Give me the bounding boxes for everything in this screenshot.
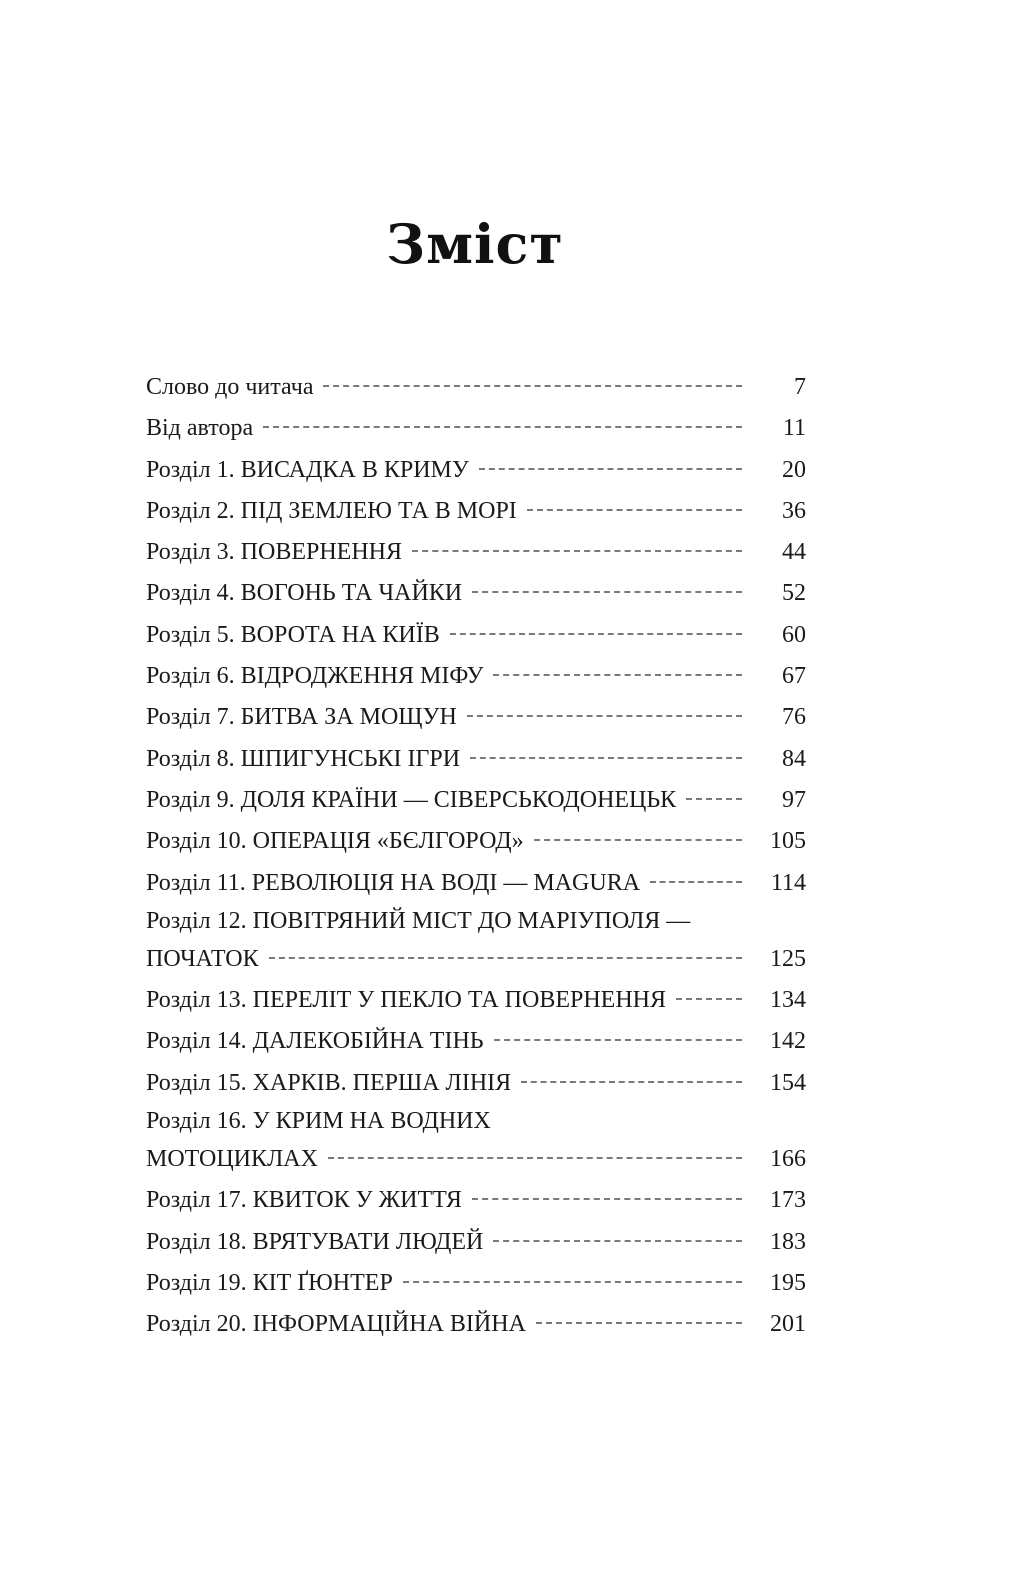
toc-entry (146, 739, 806, 780)
toc-entry (146, 615, 806, 656)
toc-entry-title: Розділ 11. РЕВОЛЮЦІЯ НА ВОДІ — MAGURA (146, 869, 641, 896)
toc-entry (146, 863, 806, 904)
toc-entry-page: 97 (782, 786, 806, 813)
dot-leader (650, 881, 742, 883)
toc-entry-page: 20 (782, 456, 806, 483)
toc-entry (146, 573, 806, 614)
dot-leader (323, 385, 742, 387)
toc-entry (146, 491, 806, 532)
toc-entry (146, 656, 806, 697)
toc-entry-page: 76 (782, 704, 806, 731)
toc-entry-title: Розділ 10. ОПЕРАЦІЯ «БЄЛГОРОД» (146, 828, 524, 855)
toc-entry-page: 44 (782, 539, 806, 566)
page-title: Зміст (386, 212, 564, 276)
toc-entry-title: Розділ 1. ВИСАДКА В КРИМУ (146, 456, 469, 483)
dot-leader (493, 1240, 742, 1242)
dot-leader (493, 674, 742, 676)
toc-entry-title: Розділ 15. ХАРКІВ. ПЕРША ЛІНІЯ (146, 1069, 512, 1096)
toc-entry-page: 67 (782, 663, 806, 690)
toc-entry (146, 980, 806, 1021)
toc-entry-page: 134 (770, 987, 806, 1014)
dot-leader (472, 591, 742, 593)
dot-leader (467, 715, 742, 717)
toc-entry-title: Розділ 18. ВРЯТУВАТИ ЛЮДЕЙ (146, 1228, 484, 1255)
toc-entry-page: 11 (782, 415, 806, 442)
toc-entry-title: Від автора (146, 415, 254, 442)
dot-leader (470, 757, 742, 759)
toc-entry-page: 105 (770, 828, 806, 855)
toc-entry (146, 532, 806, 573)
toc-entry (146, 1104, 806, 1180)
table-of-contents (146, 367, 806, 1346)
dot-leader (403, 1281, 742, 1283)
toc-entry-title: Розділ 7. БИТВА ЗА МОЩУН (146, 704, 457, 731)
toc-entry-title-line1: Розділ 16. У КРИМ НА ВОДНИХ (146, 1108, 491, 1135)
toc-entry (146, 1063, 806, 1104)
toc-entry-page: 154 (770, 1069, 806, 1096)
toc-entry-title-line2: МОТОЦИКЛАХ (146, 1146, 318, 1173)
toc-entry-title: Розділ 8. ШПИГУНСЬКІ ІГРИ (146, 745, 461, 772)
toc-entry (146, 1222, 806, 1263)
toc-entry-title: Розділ 17. КВИТОК У ЖИТТЯ (146, 1187, 462, 1214)
toc-entry (146, 1180, 806, 1221)
dot-leader (412, 550, 742, 552)
toc-entry-title: Розділ 9. ДОЛЯ КРАЇНИ — СІВЕРСЬКОДОНЕЦЬК (146, 786, 677, 813)
toc-entry-page: 166 (770, 1146, 806, 1173)
toc-entry-page: 183 (770, 1228, 806, 1255)
toc-entry-title: Розділ 5. ВОРОТА НА КИЇВ (146, 621, 440, 648)
toc-entry (146, 1263, 806, 1304)
toc-entry (146, 367, 806, 408)
dot-leader (536, 1322, 742, 1324)
toc-entry-title: Розділ 19. КІТ ҐЮНТЕР (146, 1269, 393, 1296)
toc-entry-title: Розділ 2. ПІД ЗЕМЛЕЮ ТА В МОРІ (146, 497, 517, 524)
dot-leader (686, 798, 742, 800)
dot-leader (269, 957, 742, 959)
toc-entry-title: Розділ 3. ПОВЕРНЕННЯ (146, 539, 402, 566)
dot-leader (263, 426, 742, 428)
toc-entry-title: Розділ 6. ВІДРОДЖЕННЯ МІФУ (146, 663, 484, 690)
dot-leader (534, 839, 742, 841)
toc-entry-page: 195 (770, 1269, 806, 1296)
toc-entry-title: Розділ 13. ПЕРЕЛІТ У ПЕКЛО ТА ПОВЕРНЕННЯ (146, 987, 667, 1014)
toc-entry-page: 52 (782, 580, 806, 607)
dot-leader (676, 998, 742, 1000)
toc-entry (146, 821, 806, 862)
dot-leader (479, 468, 742, 470)
toc-entry-title: Розділ 20. ІНФОРМАЦІЙНА ВІЙНА (146, 1311, 526, 1338)
toc-entry-title: Розділ 4. ВОГОНЬ ТА ЧАЙКИ (146, 580, 463, 607)
dot-leader (494, 1039, 742, 1041)
dot-leader (521, 1081, 742, 1083)
dot-leader (450, 633, 742, 635)
toc-entry-page: 36 (782, 497, 806, 524)
dot-leader (472, 1198, 742, 1200)
toc-entry (146, 904, 806, 980)
toc-entry (146, 697, 806, 738)
toc-entry-page: 114 (770, 869, 806, 896)
toc-entry (146, 1304, 806, 1345)
toc-entry-page: 84 (782, 745, 806, 772)
toc-entry (146, 1021, 806, 1062)
toc-entry-page: 142 (770, 1028, 806, 1055)
toc-entry-page: 125 (770, 945, 806, 972)
toc-entry (146, 780, 806, 821)
toc-entry (146, 450, 806, 491)
toc-entry-title-line2: ПОЧАТОК (146, 945, 259, 972)
toc-entry-page: 173 (770, 1187, 806, 1214)
toc-entry-page: 7 (794, 374, 806, 400)
toc-entry-title: Розділ 14. ДАЛЕКОБІЙНА ТІНЬ (146, 1028, 484, 1055)
toc-entry-title: Слово до читача (146, 374, 314, 400)
toc-entry-title-line1: Розділ 12. ПОВІТРЯНИЙ МІСТ ДО МАРІУПОЛЯ — (146, 907, 691, 934)
dot-leader (328, 1157, 742, 1159)
dot-leader (527, 509, 742, 511)
toc-entry-page: 201 (770, 1311, 806, 1338)
toc-entry-page: 60 (782, 621, 806, 648)
toc-entry (146, 408, 806, 449)
